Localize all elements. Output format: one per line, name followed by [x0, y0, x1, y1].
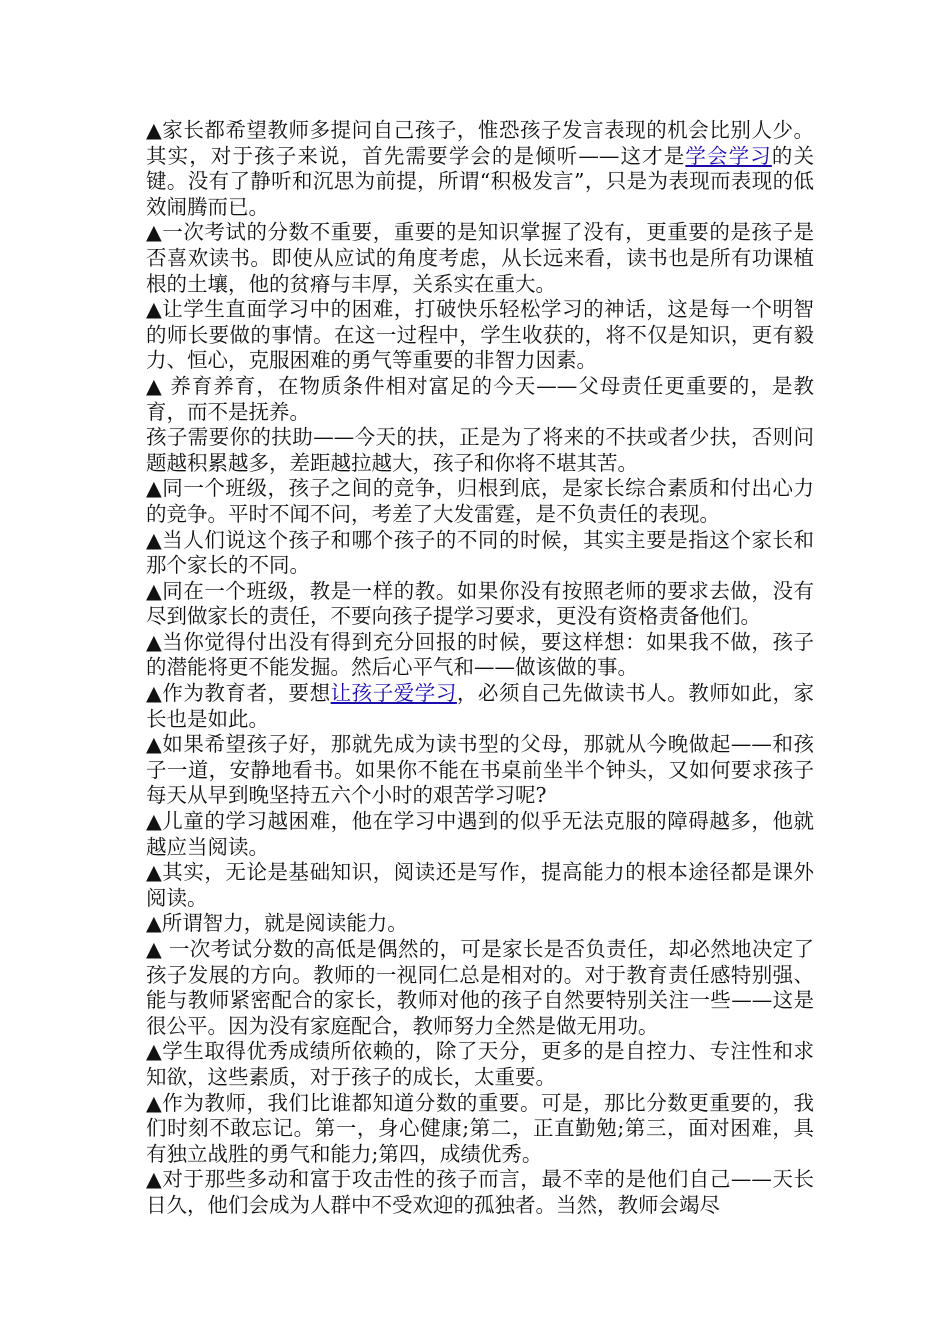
paragraph-text: ▲其实，无论是基础知识，阅读还是写作，提高能力的根本途径都是课外阅读。	[146, 860, 814, 910]
inline-link[interactable]: 学会学习	[685, 143, 772, 168]
paragraph-text: ▲儿童的学习越困难，他在学习中遇到的似乎无法克服的障碍越多，他就越应当阅读。	[146, 809, 814, 859]
paragraph	[146, 1091, 814, 1168]
paragraph	[146, 297, 814, 374]
paragraph-text: ▲一次考试的分数不重要，重要的是知识掌握了没有，更重要的是孩子是否喜欢读书。即使从应试的角度考虑，从长远来看，读书也是所有功课植根的土壤，他的贫瘠与丰厚，关系实在重大。	[146, 220, 814, 296]
paragraph	[146, 681, 814, 732]
inline-link[interactable]: 让孩子爱学习	[330, 681, 457, 706]
paragraph-text: 的关键。没有了静听和沉思为前提，所谓“积极发言”，只是为表现而表现的低效闹腾而已。	[146, 143, 815, 219]
paragraph-text: ▲ 养育养育，在物质条件相对富足的今天——父母责任更重要的，是教育，而不是抚养。	[146, 373, 814, 424]
paragraph	[146, 937, 814, 1039]
paragraph-text: ▲作为教育者，要想	[146, 681, 331, 706]
paragraph	[146, 860, 814, 911]
paragraph	[146, 476, 814, 527]
paragraph-text: ▲如果希望孩子好，那就先成为读书型的父母，那就从今晚做起——和孩子一道，安静地看书。如果你不能在书桌前坐半个钟头，又如何要求孩子每天从早到晚坚持五六个小时的艰苦学习呢?	[146, 732, 814, 808]
paragraph	[146, 425, 814, 476]
paragraph-text: ▲作为教师，我们比谁都知道分数的重要。可是，那比分数更重要的，我们时刻不敢忘记。第一，身心健康;第二，正直勤勉;第三，面对困难，具有独立战胜的勇气和能力;第四，成绩优秀。	[146, 1090, 814, 1166]
paragraph-text: ▲让学生直面学习中的困难，打破快乐轻松学习的神话，这是每一个明智的师长要做的事情。在这一过程中，学生收获的，将不仅是知识，更有毅力、恒心，克服困难的勇气等重要的非智力因素。	[146, 297, 814, 373]
paragraph	[146, 118, 814, 220]
paragraph-text: ，必须自己先做读书人。教师如此，家长也是如此。	[146, 681, 815, 731]
paragraph-text: ▲同一个班级，孩子之间的竞争，归根到底，是家长综合素质和付出心力的竞争。平时不闻不问，考差了大发雷霆，是不负责任的表现。	[146, 476, 814, 526]
paragraph-text: ▲当你觉得付出没有得到充分回报的时候，要这样想：如果我不做，孩子的潜能将更不能发掘。然后心平气和——做该做的事。	[146, 629, 814, 680]
paragraph-text: ▲ 一次考试分数的高低是偶然的，可是家长是否负责任，却必然地决定了孩子发展的方向。教师的一视同仁总是相对的。对于教育责任感特别强、能与教师紧密配合的家长，教师对他的孩子自然要特别关注一些——这是很公平。因为没有家庭配合，教师努力全然是做无用功。	[146, 937, 814, 1038]
paragraph	[146, 809, 814, 860]
paragraph	[146, 528, 814, 579]
paragraph-text: ▲家长都希望教师多提问自己孩子，惟恐孩子发言表现的机会比别人少。其实，对于孩子来说，首先需要学会的是倾听——这才是	[146, 118, 814, 168]
paragraph	[146, 374, 814, 425]
paragraph	[146, 630, 814, 681]
paragraph	[146, 1167, 814, 1218]
paragraph-text: ▲当人们说这个孩子和哪个孩子的不同的时候，其实主要是指这个家长和那个家长的不同。	[146, 527, 814, 578]
paragraph	[146, 579, 814, 630]
paragraph-text: ▲所谓智力，就是阅读能力。	[146, 911, 408, 936]
paragraph-text: ▲对于那些多动和富于攻击性的孩子而言，最不幸的是他们自己——天长日久，他们会成为人群中不受欢迎的孤独者。当然，教师会竭尽	[146, 1167, 814, 1217]
paragraph	[146, 220, 814, 297]
document-body	[146, 118, 814, 1219]
paragraph-text: 孩子需要你的扶助——今天的扶，正是为了将来的不扶或者少扶，否则问题越积累越多，差距越拉越大，孩子和你将不堪其苦。	[146, 425, 814, 475]
paragraph	[146, 1039, 814, 1090]
paragraph	[146, 911, 814, 937]
paragraph-text: ▲学生取得优秀成绩所依赖的，除了天分，更多的是自控力、专注性和求知欲，这些素质，对于孩子的成长，太重要。	[146, 1039, 814, 1089]
paragraph-text: ▲同在一个班级，教是一样的教。如果你没有按照老师的要求去做，没有尽到做家长的责任，不要向孩子提学习要求，更没有资格责备他们。	[146, 578, 814, 629]
paragraph	[146, 732, 814, 809]
